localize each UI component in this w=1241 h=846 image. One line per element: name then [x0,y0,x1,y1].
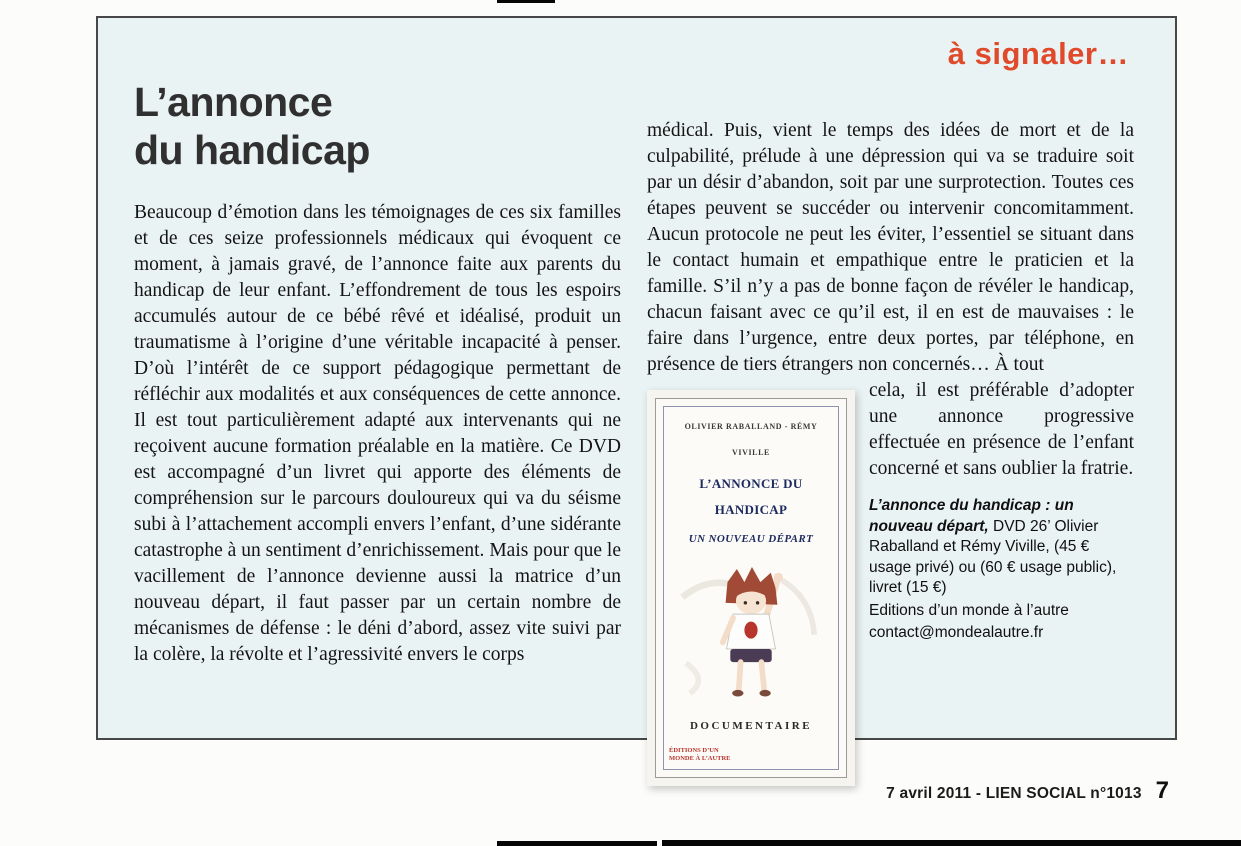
article-title [134,78,370,174]
article-title-line2: du handicap [134,127,370,173]
dvd-caption-publisher: Editions d’un monde à l’autre [869,601,1069,619]
footer-journal-info: 7 avril 2011 - LIEN SOCIAL n°1013 [886,785,1142,802]
section-label: à signaler… [947,36,1129,71]
scan-artifact-bottom-right [662,840,1241,846]
right-column [647,118,1134,790]
dvd-caption-email: contact@mondealautre.fr [869,624,1044,641]
dvd-cover-art [669,557,833,707]
dvd-cover-outer-frame [655,398,847,778]
article-body-right-part1: médical. Puis, vient le temps des idées de mort et de la culpabilité, prélude à une dépression qui va se traduire soit par un désir d’abandon, soit par une surprotection. Toutes ces étapes peuvent se succéder ou intervenir concomitamment. Aucun protocole ne peut les éviter, l’essentiel se situant dans le contact humain et empathique entre le praticien et la famille. S’il n’y a pas de bonne façon de révéler le handicap, chacun faisant avec ce qu’il est, il en est de mauvaises : le faire dans l’urgence, entre deux portes, par téléphone, en présence de tiers étrangers non concernés… À tout [647,120,1134,375]
dvd-publisher-logo: ÉDITIONS D’UN MONDE À L’AUTRE [669,747,731,762]
dvd-caption-details: DVD 26’ Olivier Raballand et Rémy Viville, (45 € usage privé) ou (60 € usage public), livret (15 €) [869,517,1117,596]
article-body-left: Beaucoup d’émotion dans les témoignages de ces six familles et de ces seize professionnels médicaux qui évoquent ce moment, à jamais gravé, de l’annonce faite aux parents du handicap de leur enfant. L’effondrement de tous les espoirs accumulés autour de ce bébé rêvé et idéalisé, produit un traumatisme à l’origine d’une véritable incapacité à penser. D’où l’intérêt de ce support pédagogique permettant de réfléchir aux modalités et aux conséquences de cette annonce. Il est tout particulièrement adapté aux intervenants qui ne reçoivent aucune formation préalable en la matière. Ce DVD est accompagné d’un livret qui apporte des éléments de compréhension sur le parcours douloureux qui va du séisme subi à l’attachement accompli envers l’enfant, d’une sidérante catastrophe à un sentiment d’enrichissement. Mais pour que le vacillement de l’annonce devienne aussi la matrice d’un nouveau départ, il faut passer par un certain nombre de mécanismes de défense : le déni d’abord, assez vite suivi par la colère, la révolte et l’agressivité envers le corps [134,202,621,665]
dvd-authors: OLIVIER RABALLAND - RÉMY VIVILLE [684,422,818,457]
left-column [134,200,621,668]
page-footer [886,777,1169,805]
scan-artifact-bottom-left [497,841,657,846]
dvd-caption-title: L’annonce du handicap : un nouveau départ, [869,497,1074,535]
dvd-cover-inner-frame [663,406,839,770]
article-title-line1: L’annonce [134,79,333,125]
dvd-cover [647,390,855,786]
article-panel [96,16,1177,762]
dvd-subtitle: UN NOUVEAU DÉPART [688,533,814,545]
dvd-title: L’ANNONCE DU HANDICAP [699,476,803,517]
article-body-right-part2: cela, il est préférable d’adopter une annonce progressive effectuée en présence de l’enfant concerné et sans oublier la fratrie. [869,380,1134,479]
child-illustration [671,558,831,706]
dvd-genre-label: DOCUMENTAIRE [689,720,813,732]
scan-artifact-top [497,0,555,3]
footer-page-number: 7 [1155,777,1169,804]
